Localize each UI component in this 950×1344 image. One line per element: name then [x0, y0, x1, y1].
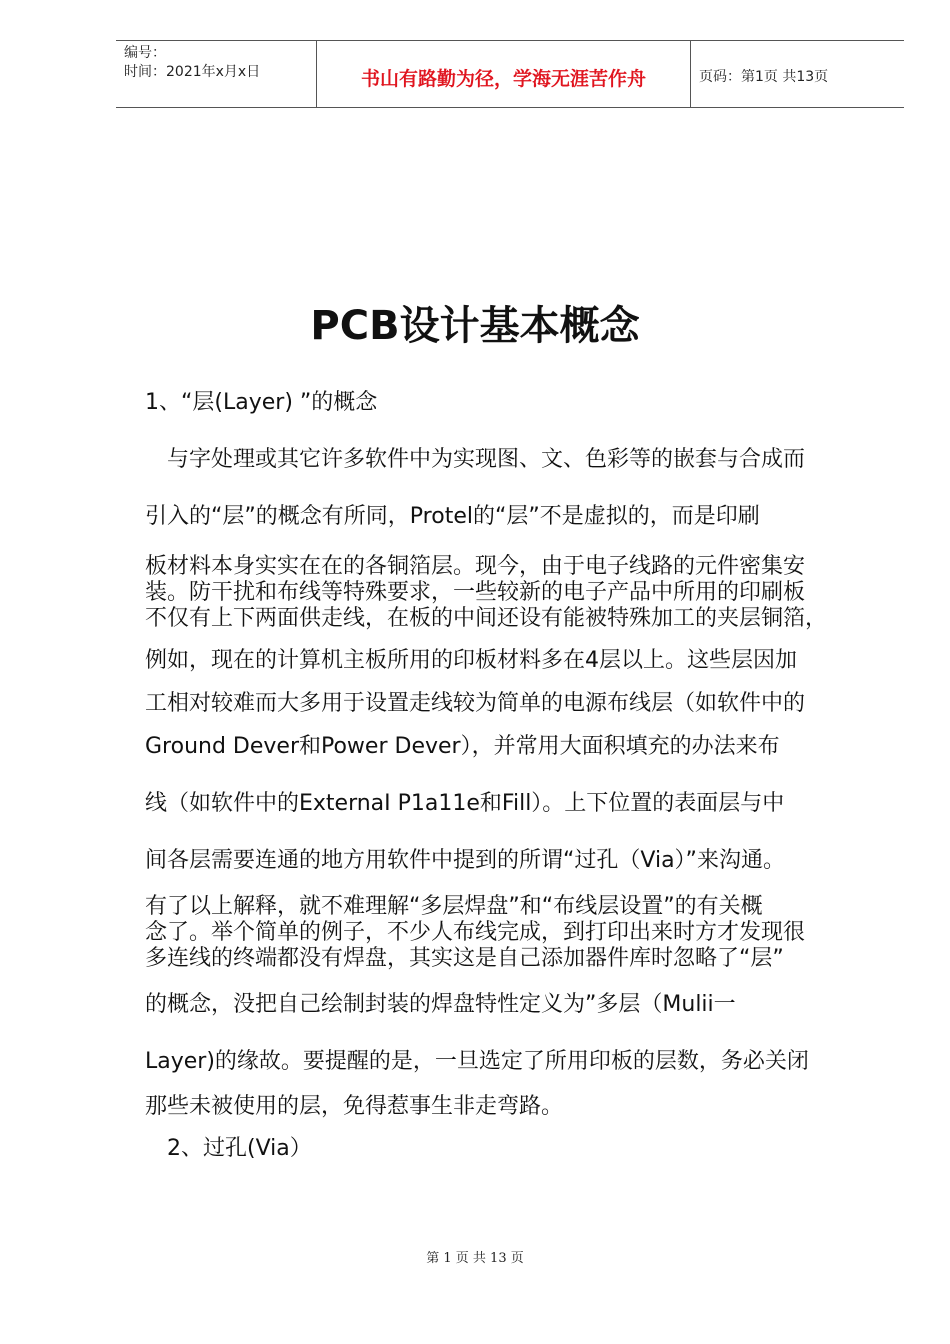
section-1-heading: 1、“层(Layer) ”的概念: [145, 390, 378, 415]
paragraph-line: 引入的“层”的概念有所同，Protel的“层”不是虚拟的，而是印刷: [145, 504, 760, 529]
header-motto: 书山有路勤为径，学海无涯苦作舟: [360, 68, 646, 90]
page-header: [116, 40, 904, 108]
paragraph-line: Ground Dever和Power Dever），并常用大面积填充的办法来布: [145, 734, 780, 759]
section-2-heading: 2、过孔(Via）: [145, 1136, 312, 1161]
paragraph-line: 念了。举个简单的例子，不少人布线完成，到打印出来时方才发现很: [145, 920, 806, 945]
paragraph-line: 线（如软件中的ExternaI P1a11e和Fill）。上下位置的表面层与中: [145, 791, 785, 816]
document-title: PCB设计基本概念: [310, 303, 640, 349]
paragraph-line: 装。防干扰和布线等特殊要求，一些较新的电子产品中所用的印刷板: [145, 580, 806, 605]
header-motto-cell: [316, 41, 691, 107]
paragraph-line: 的概念，没把自己绘制封装的焊盘特性定义为”多层（Mulii一: [145, 992, 736, 1017]
header-page-info: 页码：第1页 共13页: [699, 69, 829, 85]
paragraph-line: 不仅有上下两面供走线，在板的中间还设有能被特殊加工的夹层铜箔，: [145, 606, 828, 631]
paragraph-line: 与字处理或其它许多软件中为实现图、文、色彩等的嵌套与合成而: [145, 447, 806, 472]
paragraph-line: 有了以上解释，就不难理解“多层焊盘”和“布线层设置”的有关概: [145, 894, 763, 919]
document-time-label: 时间：2021年x月x日: [124, 64, 261, 80]
paragraph-line: Layer)的缘故。要提醒的是，一旦选定了所用印板的层数，务必关闭: [145, 1049, 809, 1074]
paragraph-line: 工相对较难而大多用于设置走线较为简单的电源布线层（如软件中的: [145, 691, 806, 716]
paragraph-line: 多连线的终端都没有焊盘，其实这是自己添加器件库时忽略了“层”: [145, 946, 784, 971]
paragraph-line: 那些未被使用的层，免得惹事生非走弯路。: [145, 1094, 564, 1119]
paragraph-line: 例如，现在的计算机主板所用的印板材料多在4层以上。这些层因加: [145, 648, 797, 673]
header-page-cell: [691, 41, 904, 107]
page-footer: 第 1 页 共 13 页: [426, 1251, 524, 1266]
document-number-label: 编号：: [124, 45, 166, 61]
paragraph-line: 板材料本身实实在在的各铜箔层。现今，由于电子线路的元件密集安: [145, 554, 806, 579]
paragraph-line: 间各层需要连通的地方用软件中提到的所谓“过孔（Via）”来沟通。: [145, 848, 785, 873]
header-meta-cell: [116, 41, 316, 107]
